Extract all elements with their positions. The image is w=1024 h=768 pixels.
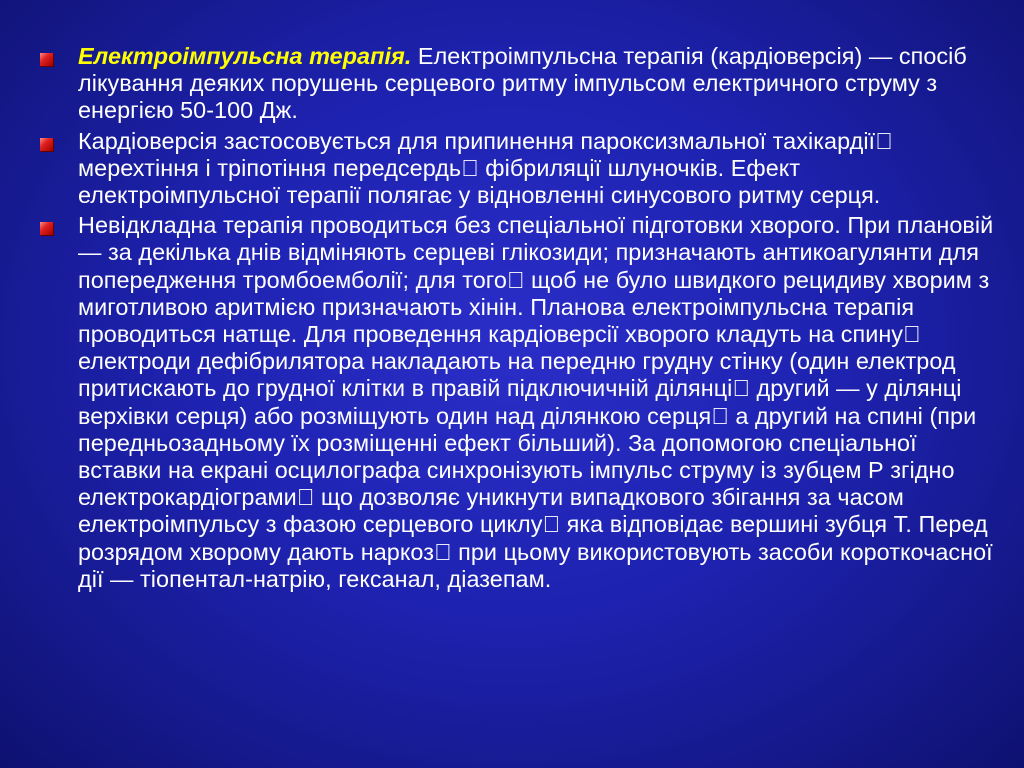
red-square-bullet-icon <box>40 222 53 235</box>
bullet-item <box>40 212 995 593</box>
bullet-item <box>40 43 995 125</box>
red-square-bullet-icon <box>40 138 53 151</box>
bullet-text: Кардіоверсія застосовується для припинення пароксизмальної тахікардії мерехтіння і тріпотіння передсердь фібриляції шлуночків. Ефект електроімпульсної терапії полягає у відновленні синусового ритму серця. <box>78 127 992 209</box>
bullet-item <box>40 128 995 210</box>
bullet-term: Електроімпульсна терапія. <box>78 43 412 69</box>
bullet-text: Електроімпульсна терапія (кардіоверсія) — спосіб лікування деяких порушень серцевого ритму імпульсом електричного струму з енергією 50-100 Дж. <box>78 43 967 124</box>
red-square-bullet-icon <box>40 53 53 66</box>
bullet-list <box>40 43 995 596</box>
bullet-text: Невідкладна терапія проводиться без спеціальної підготовки хворого. При плановій — за декілька днів відміняють серцеві глікозиди; призначають антикоагулянти для попередження тромбоемболії; для того щоб не було швидкого рецидиву хворим з миготливою аритмією призначають хінін. Планова електроімпульсна терапія проводиться натще. Для проведення кардіоверсії хворого кладуть на спину електроди дефібрилятора накладають на передню грудну стінку (один електрод притискають до грудної клітки в правій підключичній ділянці другий — у ділянці верхівки серця) або розміщують один над ділянкою серця а другий на спині (при передньозадньому їх розміщенні ефект більший). За допомогою спеціальної вставки на екрані осцилографа синхронізують імпульс струму із зубцем Р згідно електрокардіограми що дозволяє уникнути випадкового збігання за часом електроімпульсу з фазою серцевого циклу яка відповідає вершині зубця Т. Перед розрядом хворому дають наркоз при цьому використовують засоби короткочасної дії — тіопентал-натрію, гексанал, діазепам. <box>78 212 994 592</box>
